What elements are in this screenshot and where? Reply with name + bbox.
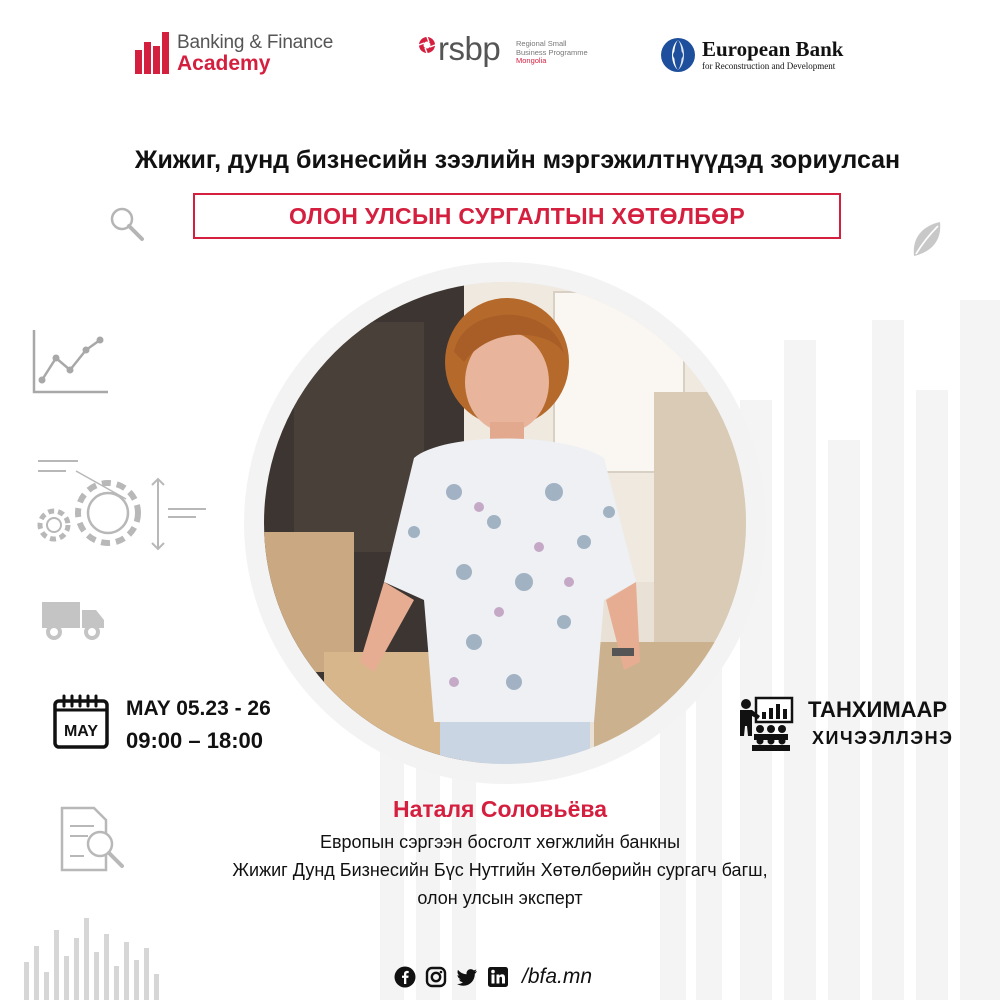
trainer-title-line2: Жижиг Дунд Бизнесийн Бүс Нутгийн Хөтөлбөрийн сургагч багш, <box>232 860 768 880</box>
bfa-logo-line1: Banking & Finance <box>177 32 334 53</box>
trainer-title-line1: Европын сэргээн босголт хөгжлийн банкны <box>319 832 681 852</box>
magnifier-icon <box>108 205 146 243</box>
linkedin-icon[interactable] <box>487 966 509 988</box>
headline: Жижиг, дунд бизнесийн зээлийн мэргэжилтнүүдэд зориулсан <box>134 146 901 174</box>
bfa-logo-line2: Academy <box>177 52 271 75</box>
delivery-truck-icon <box>40 598 106 640</box>
twitter-icon[interactable] <box>456 966 478 988</box>
website-link[interactable]: /bfa.mn <box>522 965 593 988</box>
ebrd-logo-line2: for Reconstruction and Development <box>702 61 836 71</box>
event-dates: MAY 05.23 - 26 <box>126 697 271 720</box>
leaf-icon <box>910 218 944 258</box>
calendar-icon <box>52 693 110 751</box>
rsbp-tagline-1: Regional Small <box>516 39 567 48</box>
program-title: ОЛОН УЛСЫН СУРГАЛТЫН ХӨТӨЛБӨР <box>289 202 745 229</box>
rsbp-aperture-icon <box>418 36 436 54</box>
instagram-icon[interactable] <box>425 966 447 988</box>
event-hours: 09:00 – 18:00 <box>126 728 263 753</box>
rsbp-tagline-3: Mongolia <box>516 56 547 65</box>
ebrd-logo <box>660 37 860 77</box>
rsbp-logo-word: rsbp <box>438 30 501 67</box>
trainer-photo-illustration <box>264 282 746 764</box>
bar-chart-decoration <box>20 912 180 1000</box>
facebook-icon[interactable] <box>394 966 416 988</box>
trainer-title-line3: олон улсын эксперт <box>417 888 583 908</box>
calendar-month-label: MAY <box>63 723 99 740</box>
gears-icon <box>36 455 212 555</box>
trainer-name: Наталя Соловьёва <box>392 796 608 822</box>
ebrd-globe-icon <box>660 37 696 73</box>
format-line2: ХИЧЭЭЛЛЭНЭ <box>812 728 954 748</box>
line-chart-icon <box>30 328 110 396</box>
program-title-box <box>193 193 841 239</box>
format-line1: ТАНХИМААР <box>808 697 948 722</box>
social-links <box>394 964 592 990</box>
ebrd-logo-line1: European Bank <box>702 37 844 61</box>
trainer-photo <box>264 282 746 764</box>
rsbp-logo-tagline <box>516 40 588 66</box>
bfa-logo-bars-icon <box>135 32 169 74</box>
rsbp-tagline-2: Business Programme <box>516 47 588 57</box>
rsbp-logo <box>418 30 588 80</box>
classroom-presentation-icon <box>738 696 794 752</box>
bfa-logo <box>135 30 335 78</box>
